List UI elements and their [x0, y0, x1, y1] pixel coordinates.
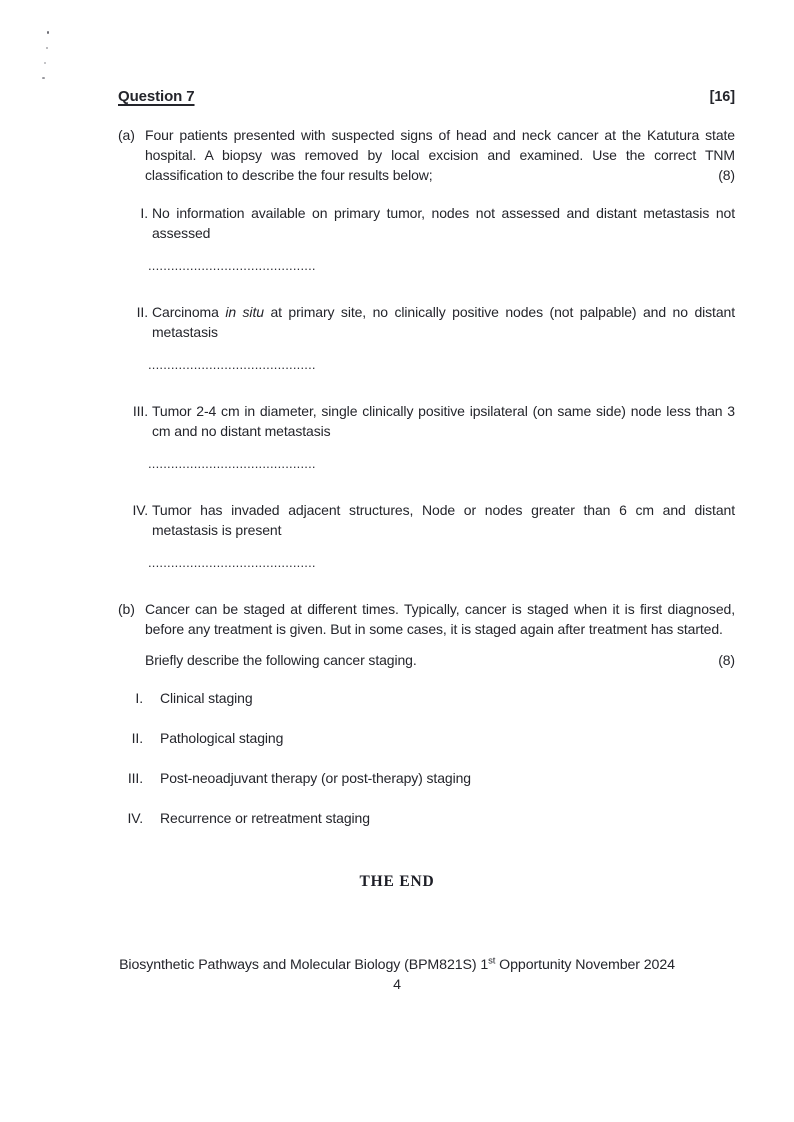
part-a-item-3 [118, 401, 735, 441]
scan-speck [47, 31, 49, 34]
part-b-item-4 [118, 808, 735, 828]
item-text: Tumor 2-4 cm in diameter, single clinically positive ipsilateral (on same side) node less than 3 cm and no distant metastasis [152, 403, 735, 439]
item-numeral: IV. [127, 810, 143, 826]
scan-speck [44, 62, 46, 64]
item-text: Clinical staging [160, 690, 253, 706]
item-numeral: IV. [132, 502, 148, 518]
part-b-item-3 [118, 768, 735, 788]
item-numeral: II. [136, 304, 148, 320]
part-b-marks: (8) [718, 652, 735, 668]
part-b-label: (b) [118, 601, 135, 617]
item-text: Pathological staging [160, 730, 284, 746]
footer-course-line: Biosynthetic Pathways and Molecular Biology (BPM821S) 1st Opportunity November 2024 [119, 955, 675, 973]
part-a-prompt-text: Four patients presented with suspected signs of head and neck cancer at the Katutura state hospital. A biopsy was removed by local excision and examined. Use the correct TNM classification to describe the four results below; [145, 127, 735, 183]
part-b-instruction: Briefly describe the following cancer staging. [145, 652, 417, 668]
part-a-item-1 [118, 203, 735, 243]
question-header [118, 87, 735, 107]
question-total-marks: [16] [709, 89, 735, 105]
answer-line-2: ............................................ [148, 357, 316, 372]
item-numeral: I. [140, 205, 148, 221]
answer-line-1: ............................................ [148, 258, 316, 273]
item-text: Post-neoadjuvant therapy (or post-therapy) staging [160, 770, 471, 786]
scan-speck [42, 77, 45, 79]
answer-line-4: ............................................ [148, 555, 316, 570]
part-b-prompt-text: Cancer can be staged at different times. Typically, cancer is staged when it is first diagnosed, before any treatment is given. But in some cases, it is staged again after treatment has started. [145, 601, 735, 637]
question-content [118, 87, 735, 828]
part-a-prompt [118, 125, 735, 185]
item-text: Tumor has invaded adjacent structures, Node or nodes greater than 6 cm and distant metastasis is present [152, 502, 735, 538]
question-title: Question 7 [118, 88, 195, 105]
end-marker: THE END [359, 873, 435, 890]
part-b-item-2 [118, 728, 735, 748]
part-b-prompt [118, 599, 735, 639]
item-text: Recurrence or retreatment staging [160, 810, 370, 826]
item-text: No information available on primary tumor, nodes not assessed and distant metastasis not assessed [152, 205, 735, 241]
item-numeral: III. [132, 403, 148, 419]
part-b-instruction-row [145, 650, 735, 670]
ordinal-superscript: st [488, 955, 496, 967]
part-a-item-2 [118, 302, 735, 342]
item-numeral: III. [127, 770, 143, 786]
item-text: Carcinoma in situ at primary site, no clinically positive nodes (not palpable) and no distant metastasis [152, 304, 735, 340]
item-text-italic: in situ [225, 304, 264, 320]
scan-speck [46, 47, 48, 49]
answer-line-3: ............................................ [148, 456, 316, 471]
part-b-item-1 [118, 688, 735, 708]
part-a-label: (a) [118, 127, 135, 143]
item-numeral: II. [131, 730, 143, 746]
part-a-item-4 [118, 500, 735, 540]
item-numeral: I. [135, 690, 143, 706]
part-a-marks: (8) [718, 167, 735, 183]
page-number: 4 [393, 977, 401, 993]
